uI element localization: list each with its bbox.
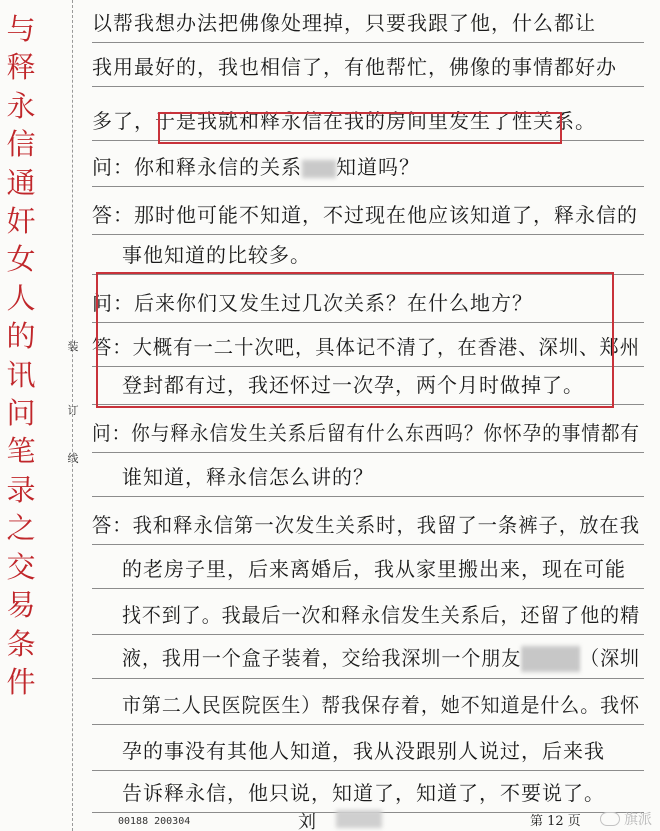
page-number: 第 12 页 [530,814,581,829]
caption-char: 条 [6,626,36,661]
side-caption [4,10,38,701]
caption-char: 的 [6,319,36,354]
transcript-line: 孕的事没有其他人知道，我从没跟别人说过，后来我 [92,728,644,771]
watermark-text: 旗派 [624,812,652,828]
caption-char: 件 [6,664,36,699]
binding-mark-2: 订 [67,404,79,417]
transcript-line: 登封都有过，我还怀过一次孕，两个月时做掉了。 [92,362,644,405]
transcript-line: 问：你和释永信的关系 知道吗？ [92,144,644,187]
binding-mark-1: 装 [67,340,79,353]
caption-char: 易 [6,588,36,623]
transcript-line: 我用最好的，我也相信了，有他帮忙，佛像的事情都好办 [92,44,644,87]
chat-bubble-icon [600,812,620,826]
caption-char: 问 [6,396,36,431]
watermark [600,809,652,829]
highlight-box-2 [96,272,614,408]
redaction-blur [521,646,580,672]
redaction-blur [336,810,382,828]
caption-char: 信 [6,127,36,162]
redaction-blur [302,160,336,178]
transcript-line: 答：我和释永信第一次发生关系时，我留了一条裤子，放在我 [92,502,644,545]
transcript-line: 以帮我想办法把佛像处理掉，只要我跟了他，什么都让 [92,0,644,43]
transcript-line: 多了，于是我就和释永信在我的房间里发生了性关系。 [92,98,644,141]
binding-mark-3: 线 [67,452,79,465]
transcript-line: 谁知道，释永信怎么讲的？ [92,454,644,497]
caption-char: 笔 [6,434,36,469]
transcript-line: 事他知道的比较多。 [92,232,644,275]
caption-char: 人 [6,280,36,315]
transcript-line: 告诉释永信，他只说，知道了，知道了，不要说了。 [92,770,644,813]
caption-char: 释 [6,50,36,85]
transcript-line: 问：你与释永信发生关系后留有什么东西吗？你怀孕的事情都有 [92,410,644,453]
caption-char: 录 [6,472,36,507]
caption-char: 女 [6,242,36,277]
caption-char: 通 [6,165,36,200]
footer-signature: 刘 [298,812,316,831]
caption-char: 奸 [6,204,36,239]
caption-char: 讯 [6,357,36,392]
caption-char: 交 [6,549,36,584]
transcript-line: 问：后来你们又发生过几次关系？在什么地方？ [92,280,644,323]
caption-char: 永 [6,88,36,123]
transcript-line: 液，我用一个盒子装着，交给我深圳一个朋友 （深圳 [92,636,644,679]
caption-char: 与 [6,12,36,46]
footer-code: 00188 200304 [118,816,191,827]
transcript-line: 的老房子里，后来离婚后，我从家里搬出来，现在可能 [92,546,644,589]
transcript-line: 市第二人民医院医生）帮我保存着，她不知道是什么。我怀 [92,682,644,725]
transcript-line: 答：那时他可能不知道，不过现在他应该知道了，释永信的 [92,192,644,235]
caption-char: 之 [6,511,36,546]
transcript-line: 找不到了。我最后一次和释永信发生关系后，还留了他的精 [92,592,644,635]
highlight-box-1 [158,112,562,144]
transcript-line: 答：大概有一二十次吧，具体记不清了，在香港、深圳、郑州 [92,324,644,367]
